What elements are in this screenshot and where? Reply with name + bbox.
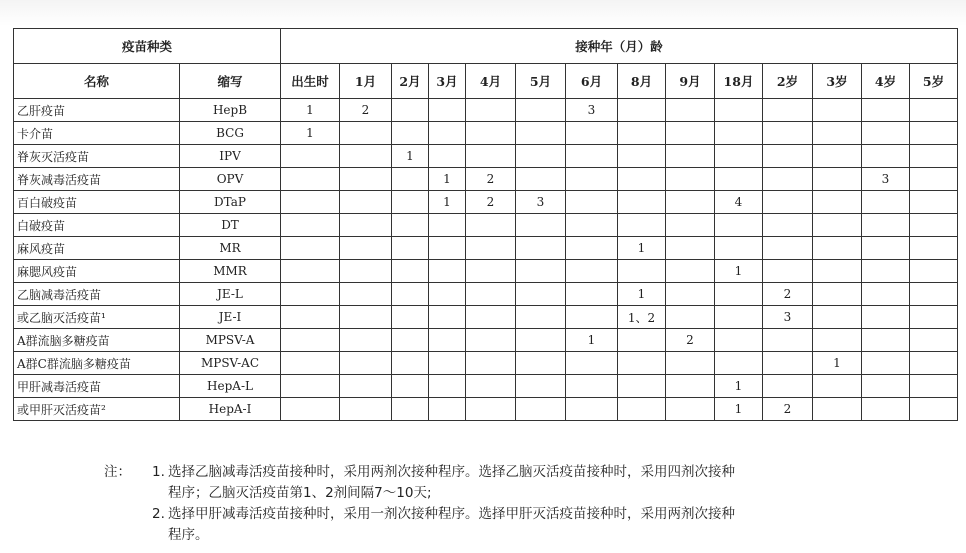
dose-cell (666, 237, 715, 260)
dose-cell (516, 237, 566, 260)
dose-cell (516, 99, 566, 122)
dose-cell (862, 283, 910, 306)
dose-cell (516, 352, 566, 375)
dose-cell (618, 214, 666, 237)
dose-cell (862, 260, 910, 283)
dose-cell (466, 99, 516, 122)
note-number: 1. (152, 464, 165, 480)
dose-cell (281, 352, 340, 375)
dose-cell (715, 122, 763, 145)
table-row (14, 214, 958, 237)
dose-cell (910, 329, 958, 352)
dose-cell (763, 99, 813, 122)
dose-cell (862, 191, 910, 214)
dose-cell (392, 398, 429, 421)
dose-cell (813, 145, 862, 168)
note-text: 程序；乙脑灭活疫苗第1、2剂间隔7～10天; (168, 485, 432, 501)
dose-cell (429, 122, 466, 145)
dose-cell (392, 306, 429, 329)
dose-cell: 2 (466, 168, 516, 191)
dose-cell (715, 168, 763, 191)
age-column-header: 5岁 (910, 64, 958, 99)
dose-cell: 1 (715, 375, 763, 398)
dose-cell (666, 122, 715, 145)
dose-cell (862, 375, 910, 398)
dose-cell (910, 352, 958, 375)
age-header: 接种年（月）龄 (281, 29, 958, 64)
dose-cell (516, 306, 566, 329)
dose-cell (910, 260, 958, 283)
dose-cell: 1 (813, 352, 862, 375)
dose-cell (763, 329, 813, 352)
dose-cell (566, 398, 618, 421)
dose-cell: 1 (281, 99, 340, 122)
dose-cell (666, 352, 715, 375)
dose-cell (429, 145, 466, 168)
dose-cell (566, 306, 618, 329)
dose-cell (281, 375, 340, 398)
dose-cell (862, 306, 910, 329)
dose-cell (910, 168, 958, 191)
dose-cell (813, 122, 862, 145)
dose-cell (618, 168, 666, 191)
dose-cell (466, 352, 516, 375)
note-text: 选择乙脑减毒活疫苗接种时，采用两剂次接种程序。选择乙脑灭活疫苗接种时，采用四剂次接种 (168, 464, 735, 480)
dose-cell (813, 260, 862, 283)
dose-cell (466, 122, 516, 145)
dose-cell (566, 191, 618, 214)
note-text: 程序。 (168, 527, 209, 543)
vaccine-abbr: BCG (180, 122, 281, 145)
dose-cell (666, 191, 715, 214)
dose-cell (566, 145, 618, 168)
vaccine-abbr: HepA-L (180, 375, 281, 398)
dose-cell (281, 168, 340, 191)
dose-cell (516, 168, 566, 191)
age-column-header: 5月 (516, 64, 566, 99)
dose-cell (516, 375, 566, 398)
dose-cell (813, 237, 862, 260)
notes (104, 462, 904, 546)
dose-cell (392, 260, 429, 283)
dose-cell (813, 99, 862, 122)
dose-cell (566, 237, 618, 260)
age-column-header: 3岁 (813, 64, 862, 99)
dose-cell (516, 145, 566, 168)
dose-cell (910, 375, 958, 398)
dose-cell (763, 168, 813, 191)
dose-cell: 3 (516, 191, 566, 214)
dose-cell: 1 (392, 145, 429, 168)
dose-cell (666, 283, 715, 306)
dose-cell (516, 260, 566, 283)
note-1-cont (104, 483, 904, 504)
note-number: 2. (152, 506, 165, 522)
dose-cell (516, 214, 566, 237)
dose-cell (763, 375, 813, 398)
note-2 (104, 504, 904, 525)
dose-cell (392, 352, 429, 375)
dose-cell (618, 375, 666, 398)
dose-cell (813, 329, 862, 352)
dose-cell (429, 352, 466, 375)
dose-cell (281, 283, 340, 306)
vaccine-name: 麻腮风疫苗 (14, 260, 180, 283)
dose-cell (666, 214, 715, 237)
vaccine-name: A群流脑多糖疫苗 (14, 329, 180, 352)
dose-cell (466, 145, 516, 168)
age-column-header: 6月 (566, 64, 618, 99)
top-fade (0, 0, 966, 26)
dose-cell: 2 (763, 283, 813, 306)
dose-cell (466, 398, 516, 421)
dose-cell (763, 352, 813, 375)
dose-cell: 2 (763, 398, 813, 421)
dose-cell (910, 191, 958, 214)
dose-cell (813, 306, 862, 329)
dose-cell (715, 352, 763, 375)
vaccine-abbr: OPV (180, 168, 281, 191)
dose-cell (715, 99, 763, 122)
dose-cell (910, 398, 958, 421)
dose-cell (466, 329, 516, 352)
dose-cell (516, 283, 566, 306)
age-column-header: 2月 (392, 64, 429, 99)
note-text: 选择甲肝减毒活疫苗接种时，采用一剂次接种程序。选择甲肝灭活疫苗接种时，采用两剂次接种 (168, 506, 735, 522)
dose-cell (340, 145, 392, 168)
dose-cell: 1 (429, 168, 466, 191)
dose-cell (429, 237, 466, 260)
dose-cell (910, 145, 958, 168)
table-row (14, 122, 958, 145)
vaccine-schedule-table (13, 28, 958, 421)
dose-cell (910, 237, 958, 260)
dose-cell (618, 329, 666, 352)
dose-cell (618, 191, 666, 214)
header-row-1 (14, 29, 958, 64)
dose-cell (466, 260, 516, 283)
dose-cell: 1 (281, 122, 340, 145)
dose-cell (763, 145, 813, 168)
vaccine-name: 脊灰减毒活疫苗 (14, 168, 180, 191)
dose-cell (666, 306, 715, 329)
dose-cell (566, 260, 618, 283)
dose-cell (466, 283, 516, 306)
dose-cell: 2 (666, 329, 715, 352)
dose-cell (340, 260, 392, 283)
dose-cell (862, 145, 910, 168)
dose-cell (392, 122, 429, 145)
dose-cell (392, 283, 429, 306)
dose-cell (910, 306, 958, 329)
dose-cell (281, 214, 340, 237)
dose-cell (392, 99, 429, 122)
dose-cell (763, 260, 813, 283)
dose-cell (862, 398, 910, 421)
age-column-header: 4月 (466, 64, 516, 99)
vaccine-abbr: MPSV-AC (180, 352, 281, 375)
dose-cell (281, 398, 340, 421)
note-2-cont (104, 525, 904, 546)
vaccine-abbr: HepB (180, 99, 281, 122)
table-row (14, 191, 958, 214)
dose-cell (516, 398, 566, 421)
dose-cell: 4 (715, 191, 763, 214)
dose-cell (566, 214, 618, 237)
dose-cell (392, 237, 429, 260)
dose-cell (813, 398, 862, 421)
dose-cell (392, 329, 429, 352)
dose-cell: 3 (862, 168, 910, 191)
dose-cell (392, 168, 429, 191)
vaccine-abbr: DTaP (180, 191, 281, 214)
vaccine-name: 或甲肝灭活疫苗² (14, 398, 180, 421)
abbr-header: 缩写 (180, 64, 281, 99)
dose-cell (813, 168, 862, 191)
dose-cell (910, 283, 958, 306)
table-row (14, 283, 958, 306)
dose-cell (763, 191, 813, 214)
dose-cell (340, 122, 392, 145)
dose-cell (429, 283, 466, 306)
dose-cell (340, 329, 392, 352)
age-column-header: 1月 (340, 64, 392, 99)
dose-cell (666, 145, 715, 168)
dose-cell: 1 (715, 398, 763, 421)
vaccine-name: 脊灰灭活疫苗 (14, 145, 180, 168)
dose-cell (618, 122, 666, 145)
vaccine-name: 麻风疫苗 (14, 237, 180, 260)
dose-cell (281, 145, 340, 168)
dose-cell (910, 122, 958, 145)
dose-cell (429, 260, 466, 283)
dose-cell: 1 (566, 329, 618, 352)
dose-cell (340, 168, 392, 191)
vaccine-abbr: DT (180, 214, 281, 237)
vaccine-abbr: IPV (180, 145, 281, 168)
dose-cell (566, 122, 618, 145)
dose-cell (566, 352, 618, 375)
table-row (14, 260, 958, 283)
note-prefix: 注： (104, 464, 131, 480)
dose-cell (340, 283, 392, 306)
vaccine-name: 白破疫苗 (14, 214, 180, 237)
dose-cell: 1 (429, 191, 466, 214)
dose-cell: 2 (340, 99, 392, 122)
dose-cell (340, 398, 392, 421)
table-row (14, 168, 958, 191)
dose-cell (392, 375, 429, 398)
dose-cell: 3 (763, 306, 813, 329)
dose-cell (618, 260, 666, 283)
dose-cell (813, 214, 862, 237)
table-row (14, 145, 958, 168)
dose-cell (763, 214, 813, 237)
dose-cell (466, 375, 516, 398)
dose-cell (392, 214, 429, 237)
dose-cell (429, 398, 466, 421)
dose-cell (429, 99, 466, 122)
age-column-header: 4岁 (862, 64, 910, 99)
dose-cell (862, 352, 910, 375)
dose-cell (340, 237, 392, 260)
age-column-header: 8月 (618, 64, 666, 99)
age-column-header: 出生时 (281, 64, 340, 99)
table-body (14, 99, 958, 421)
name-header: 名称 (14, 64, 180, 99)
dose-cell (862, 214, 910, 237)
dose-cell (466, 306, 516, 329)
vaccine-type-header: 疫苗种类 (14, 29, 281, 64)
dose-cell (666, 260, 715, 283)
dose-cell (340, 352, 392, 375)
dose-cell: 1 (715, 260, 763, 283)
dose-cell (715, 329, 763, 352)
dose-cell (715, 237, 763, 260)
table-row (14, 329, 958, 352)
dose-cell (340, 375, 392, 398)
dose-cell: 2 (466, 191, 516, 214)
table-row (14, 398, 958, 421)
dose-cell (618, 145, 666, 168)
dose-cell (429, 329, 466, 352)
dose-cell (666, 375, 715, 398)
dose-cell (618, 398, 666, 421)
dose-cell: 1、2 (618, 306, 666, 329)
dose-cell (862, 329, 910, 352)
dose-cell (281, 306, 340, 329)
table-row (14, 237, 958, 260)
vaccine-abbr: JE-I (180, 306, 281, 329)
dose-cell (340, 191, 392, 214)
dose-cell (429, 306, 466, 329)
note-1 (104, 462, 904, 483)
vaccine-abbr: MMR (180, 260, 281, 283)
dose-cell (340, 306, 392, 329)
vaccine-name: A群C群流脑多糖疫苗 (14, 352, 180, 375)
vaccine-abbr: JE-L (180, 283, 281, 306)
dose-cell (466, 237, 516, 260)
age-column-header: 3月 (429, 64, 466, 99)
dose-cell (429, 214, 466, 237)
dose-cell (281, 329, 340, 352)
dose-cell (763, 122, 813, 145)
vaccine-name: 卡介苗 (14, 122, 180, 145)
dose-cell (618, 352, 666, 375)
dose-cell (566, 168, 618, 191)
dose-cell (715, 306, 763, 329)
vaccine-name: 甲肝减毒活疫苗 (14, 375, 180, 398)
dose-cell (813, 375, 862, 398)
dose-cell: 1 (618, 283, 666, 306)
dose-cell (666, 168, 715, 191)
table-row (14, 99, 958, 122)
dose-cell (392, 191, 429, 214)
dose-cell (715, 283, 763, 306)
table-row (14, 306, 958, 329)
vaccine-name: 乙肝疫苗 (14, 99, 180, 122)
dose-cell (281, 191, 340, 214)
dose-cell (281, 260, 340, 283)
dose-cell (666, 398, 715, 421)
dose-cell (666, 99, 715, 122)
dose-cell (862, 99, 910, 122)
dose-cell (910, 99, 958, 122)
dose-cell (813, 191, 862, 214)
dose-cell (516, 329, 566, 352)
vaccine-name: 或乙脑灭活疫苗¹ (14, 306, 180, 329)
vaccine-abbr: MPSV-A (180, 329, 281, 352)
vaccine-abbr: MR (180, 237, 281, 260)
vaccine-abbr: HepA-I (180, 398, 281, 421)
dose-cell (862, 122, 910, 145)
header-row-2 (14, 64, 958, 99)
dose-cell: 1 (618, 237, 666, 260)
dose-cell (715, 214, 763, 237)
dose-cell (566, 375, 618, 398)
age-column-header: 18月 (715, 64, 763, 99)
dose-cell (340, 214, 392, 237)
dose-cell (763, 237, 813, 260)
age-column-header: 2岁 (763, 64, 813, 99)
dose-cell (516, 122, 566, 145)
table-row (14, 375, 958, 398)
vaccine-name: 乙脑减毒活疫苗 (14, 283, 180, 306)
vaccine-name: 百白破疫苗 (14, 191, 180, 214)
dose-cell (862, 237, 910, 260)
dose-cell (281, 237, 340, 260)
age-column-header: 9月 (666, 64, 715, 99)
dose-cell (618, 99, 666, 122)
dose-cell (466, 214, 516, 237)
dose-cell (813, 283, 862, 306)
table-row (14, 352, 958, 375)
dose-cell (910, 214, 958, 237)
dose-cell: 3 (566, 99, 618, 122)
dose-cell (715, 145, 763, 168)
dose-cell (566, 283, 618, 306)
dose-cell (429, 375, 466, 398)
